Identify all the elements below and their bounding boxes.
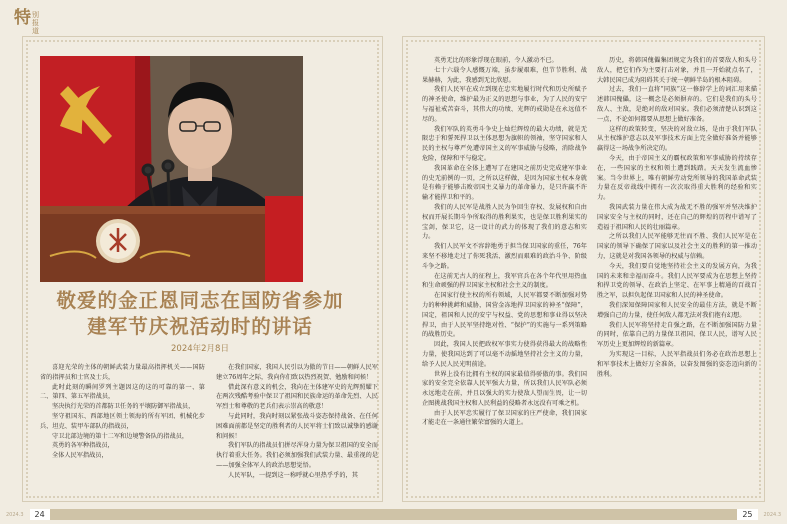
page-footer-left xyxy=(0,509,410,520)
text-column-4: 历史，将韩国傀儡集团规定为我们的首要敌人和头号敌人，把它们作为主要打击对象，并且一开始就点名了，大韩民国已成为阻碍其关于统一朝鲜半岛的根本阻碍。 过去，我们一直将“同族”这一修辞学上的词汇用来描述韩国傀儡，这一概念是必须摒弃的。它们是我们的头号敌人、主敌，是绝对的敌对国家。我们必须清楚认识到这一点，不论如何都要从思想上做好准备。 这样的政策转变，坚决的对敌立场，是由于我们军队从主权维护意志以及军事技术方面上完全做好准备并能够赢得这一场战争所决定的。 今天，由于帝国主义的霸权政策和军事威胁的持续存在，一些国家的主权和领土遭到践踏。天天发生流血惨案。当今世界上，唯有朝鲜劳动党所领导的我国革命武装力量在反帝战线中拥有一次次取得重大胜利的经验和实力。 我国武装力量在伟大成为战无不胜的强军并坚决维护国家安全与主权的同时，还在自己的辉煌的历程中谱写了造福于祖国和人民的壮丽篇章。 之所以我们人民军能够无往而不胜、我们人民军是在国家的领导下确保了国家以及社会主义的胜利的第一推动力，这就是对我国各领导的权威与信赖。 今天，我们要自觉地坚持社会主义的发展方向，为我国的未来和幸福而奋斗。我们人民军要成为在思想上坚持和捍卫党的领导、在政治上坚定、在军事上精通的百战百胜之军，以担负起保卫国家和人民的神圣使命。 我们深知保障国家和人民安全的最佳方法，就是不断增强自己的力量，使任何敌人都无法对我们抱有幻想。 我们人民军将坚持走自强之路，在不断加强国防力量的同时，依靠自己的力量保卫祖国、保卫人民，谱写人民军历史上更加辉煌的新篇章。 为实现这一目标，人民军指战员们务必在政治思想上和军事技术上做好万全准备，以奋发图强的姿态迈向新的胜利。 xyxy=(597,57,757,378)
article-headline-line2: 建军节庆祝活动时的讲话 xyxy=(87,315,313,338)
left-page xyxy=(0,0,393,524)
issue-date: 2024.3 xyxy=(6,511,24,518)
text-column-3: 英勇无比的形象浮现在眼前，令人激动不已。 七十六载令人感慨万端，虽步履艰难，但节节胜利、战果赫赫，为此，我感到无比欣慰。 我们人民军在成立到现在忠实地履行时代和历史所赋予的神圣使命，维护最为正义的思想与事业，为了人民的安宁与福祉戒苦奋斗，其伟大的功绩、光辉的戒勋是在永远值不尽的。 我们军队的英勇斗争史上灿烂辉煌的最大功绩，就是无限忠于和誓死捍卫以主体思想为旗帜的领袖，坚守国家和人民的主权与尊严免遭帝国主义的军事威胁与侵略，消除战争危险，保障和平与稳定。 我国革命在全体上遭写了在建国之前历史完成建军事业的史无前例的一页，之所以这样做，是因为国家主权本身就是有赖于能够击败帝国主义暴力的革命暴力，是只许赢不许输才能捍卫和平的。 我们的人民军是战胜人民为争回生存权、发展权和自由权而开展长期斗争所取得的胜利果实，也是保卫胜利果实的宝剑，保卫它，这一设计的武力的体现了我们的意志和实力。 我们人民军文不容辞地勇于担当保卫国家的重任，76年来坚不移地走过了你死我活、激烈而艰难的政治斗争、阶级斗争之路。 在这前无古人的征程上，我军官兵在各个年代里用热血和生命顽强的捍卫国家主权和社会主义的制度。 在国家行使主权的所有领域，人民军都要不断加强对势力的种种挑衅和威胁，国营金冻地捍卫国家的神圣“保障”，国定，祖国和人民的安宁与权益、党的思想和事业得以坚决捍卫，由于人民军坚持绝对性、“保护”的实施与一系列策略的战胜历史。 因此，我国人民把政权军事实力使得获得最大的战略性力量，使我国达到了可以毫不动摇地坚持社会主义的力量，给予人民人民光明前途。 世界上没有比拥有主权的国家最值得骄傲的事。我们国家的安全完全依靠人民军强大力量，所以我们人民军队必须永远地走在前，并且以强大的实力使敌人望而生畏，让一切企图挑战我国主权和人民利益的侵略者永远没有可乘之机。 由于人民军忠实履行了保卫国家的庄严使命，我们国家才能走在一条通往繁荣富强的大道上。 xyxy=(422,57,587,427)
text-column-1: 喜迎光荣的主体的朝鲜武装力量最高指挥机关——国防省的指挥员和士官及士兵， 此时此刻的瞬间罗列主题因这的这的可靠的第一、第二、第四、第五军指战员， 坚决执行光荣的首都防卫任务的平壤防御军指战员， 坚守祖国东、西部地区领土领海的所有军团、机械化步兵、坦克、装甲车部队的指战员， 守卫北部边境的第十二军和边境警备队的指战员， 英勇的各军种指战员， 全体人民军指战员， xyxy=(40,364,205,460)
article-headline-line1: 敬爱的金正恩同志在国防省参加 xyxy=(56,289,344,312)
text-column-2: 在我们国家，我国人民引以为傲的节日——朝鲜人民军建立76周年之际，我向你们致以热烈祝贺、勉励和问候！ 借此深有意义的机会，我向在主体建军史的光辉照耀下在两次残酷考验中保卫了祖国和民族命运的革命先烈、人民军烈士和尊敬的老兵们表示崇高的敬意！ 与此同时，我向时刻以紧张战斗姿态保持战备、在任何困难面前都是坚定的胜利者的人民军将士们致以诚挚的感谢和问候！ 我们军队的指战员们拼尽浑身力量为保卫祖国的安全而执行着重大任务。我们必须加强我们武装力量、最重视的是——加强全体军人的政治思想觉悟。 人民军队，一提到这一称呼就心里热乎乎的，其 xyxy=(216,364,378,479)
issue-date: 2024.3 xyxy=(763,511,781,518)
footer-bar xyxy=(377,509,737,520)
page-number: 25 xyxy=(737,509,757,520)
footer-bar xyxy=(50,509,410,520)
section-title: 特 xyxy=(14,8,31,28)
right-page xyxy=(394,0,787,524)
page-footer-right xyxy=(377,509,787,520)
article-date: 2024年2月8日 xyxy=(171,344,229,354)
article-photo xyxy=(40,56,303,282)
page-number: 24 xyxy=(30,509,50,520)
section-subtitle: 别 报 道 xyxy=(32,11,39,35)
section-header xyxy=(14,8,40,35)
